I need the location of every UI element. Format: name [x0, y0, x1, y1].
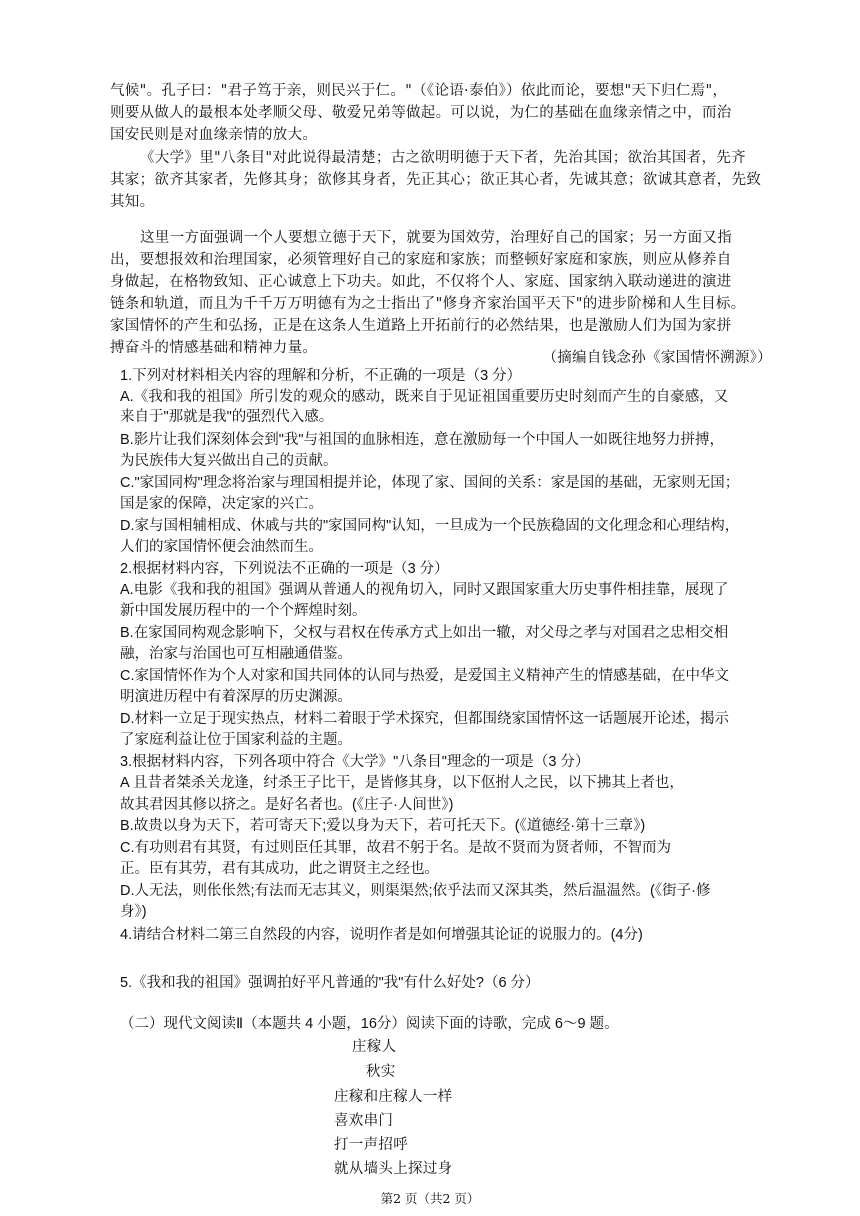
question-line: 故其君因其修以挤之。是好名者也。(《庄子·人间世》)	[120, 797, 454, 813]
material-line: 家国情怀的产生和弘扬，正是在这条人生道路上开拓前行的必然结果，也是激励人们为国为家拼	[110, 318, 732, 334]
question-line: 融，治家与治国也可互相融通借鉴。	[120, 646, 352, 662]
material-line: 身做起，在格物致知、正心诚意上下功夫。如此，不仅将个人、家庭、国家纳入联动递进的演进	[110, 274, 732, 290]
material-line: 其知。	[110, 194, 155, 210]
poem-line: 庄稼和庄稼人一样	[334, 1089, 453, 1105]
question-line: 5.《我和我的祖国》强调拍好平凡普通的"我"有什么好处?（6 分）	[120, 975, 540, 991]
question-line: C.有功则君有其贤，有过则臣任其罪，故君不躬于名。是故不贤而为贤者师，不智而为	[120, 840, 671, 856]
poem-line: 喜欢串门	[334, 1113, 394, 1129]
poem-author: 秋实	[366, 1064, 396, 1080]
question-line: C."家国同构"理念将治家与理国相提并论，体现了家、国间的关系：家是国的基础，无家则无国；	[120, 475, 740, 491]
question-line: A.电影《我和我的祖国》强调从普通人的视角切入，同时又跟国家重大历史事件相挂靠，展现了	[120, 582, 729, 598]
question-line: 3.根据材料内容，下列各项中符合《大学》"八条目"理念的一项是（3 分）	[120, 754, 590, 770]
question-line: B.影片让我们深刻体会到"我"与祖国的血脉相连，意在激励每一个中国人一如既往地努力拼搏，	[120, 432, 724, 448]
question-line: 2.根据材料内容，下列说法不正确的一项是（3 分）	[120, 561, 449, 577]
material-line: 链条和轨道，而且为千千万万明德有为之士指出了"修身齐家治国平天下"的进步阶梯和人生目标。	[110, 296, 746, 312]
material-line: 搏奋斗的情感基础和精神力量。	[110, 340, 318, 356]
poem-line: 打一声招呼	[334, 1137, 408, 1153]
material-line: 其家；欲齐其家者，先修其身；欲修其身者，先正其心；欲正其心者，先诚其意；欲诚其意者，先致	[110, 172, 762, 188]
question-line: 国是家的保障，决定家的兴亡。	[120, 496, 323, 512]
question-line: 身》)	[120, 904, 147, 920]
material-line: 则要从做人的最根本处孝顺父母、敬爱兄弟等做起。可以说，为仁的基础在血缘亲情之中，而治	[110, 105, 732, 121]
source-citation: （摘编自钱念孙《家国情怀溯源》）	[542, 350, 772, 366]
question-line: 正。臣有其劳，君有其成功，此之谓贤主之经也。	[120, 861, 439, 877]
material-line: 这里一方面强调一个人要想立德于天下，就要为国效劳，治理好自己的国家；另一方面又指	[140, 230, 732, 246]
page-number: 第2 页（共2 页）	[380, 1191, 480, 1206]
question-line: D.人无法，则伥伥然;有法而无志其义，则渠渠然;依乎法而又深其类，然后温温然。(《街子·修	[120, 883, 711, 899]
poem-title: 庄稼人	[352, 1039, 397, 1055]
question-line: 为民族伟大复兴做出自己的贡献。	[120, 453, 338, 469]
question-line: 明演进历程中有着深厚的历史渊源。	[120, 689, 352, 705]
question-line: C.家国情怀作为个人对家和国共同体的认同与热爱，是爱国主义精神产生的情感基础，在中华文	[120, 668, 729, 684]
question-line: A.《我和我的祖国》所引发的观众的感动，既来自于见证祖国重要历史时刻而产生的自豪感，又	[120, 389, 729, 405]
question-line: A 且昔者桀杀关龙逢，纣杀王子比干，是皆修其身，以下伛拊人之民，以下拂其上者也，	[120, 775, 684, 791]
question-line: 4.请结合材料二第三自然段的内容，说明作者是如何增强其论证的说服力的。(4分)	[120, 927, 643, 943]
question-line: 1.下列对材料相关内容的理解和分析，不正确的一项是（3 分）	[120, 368, 522, 384]
material-line: 《大学》里"八条目"对此说得最清楚；古之欲明明德于天下者，先治其国；欲治其国者，先齐	[140, 150, 746, 166]
question-line: 了家庭利益让位于国家利益的主题。	[120, 732, 352, 748]
question-line: 人们的家国情怀便会油然而生。	[120, 539, 323, 555]
material-line: 气候"。孔子曰："君子笃于亲，则民兴于仁。"（《论语·泰伯》）依此而论，要想"天下归仁焉"，	[110, 83, 728, 99]
question-line: B.在家国同构观念影响下，父权与君权在传承方式上如出一辙，对父母之孝与对国君之忠相交相	[120, 625, 729, 641]
question-line: D.材料一立足于现实热点，材料二着眼于学术探究，但都围绕家国情怀这一话题展开论述，揭示	[120, 711, 729, 727]
material-line: 国安民则是对血缘亲情的放大。	[110, 127, 318, 143]
section-heading: （二）现代文阅读Ⅱ（本题共 4 小题，16分）阅读下面的诗歌，完成 6～9 题。	[120, 1016, 619, 1032]
material-line: 出，要想报效和治理国家，必须管理好自己的家庭和家族；而整顿好家庭和家族，则应从修养自	[110, 252, 732, 268]
question-line: 新中国发展历程中的一个个辉煌时刻。	[120, 603, 367, 619]
question-line: B.故贵以身为天下，若可寄天下;爱以身为天下，若可托天下。(《道德经·第十三章》)	[120, 818, 646, 834]
question-line: D.家与国相辅相成、休戚与共的"家国同构"认知，一旦成为一个民族稳固的文化理念和心理结构，	[120, 518, 740, 534]
question-line: 来自于"那就是我"的强烈代入感。	[120, 409, 334, 425]
poem-line: 就从墙头上探过身	[334, 1161, 453, 1177]
